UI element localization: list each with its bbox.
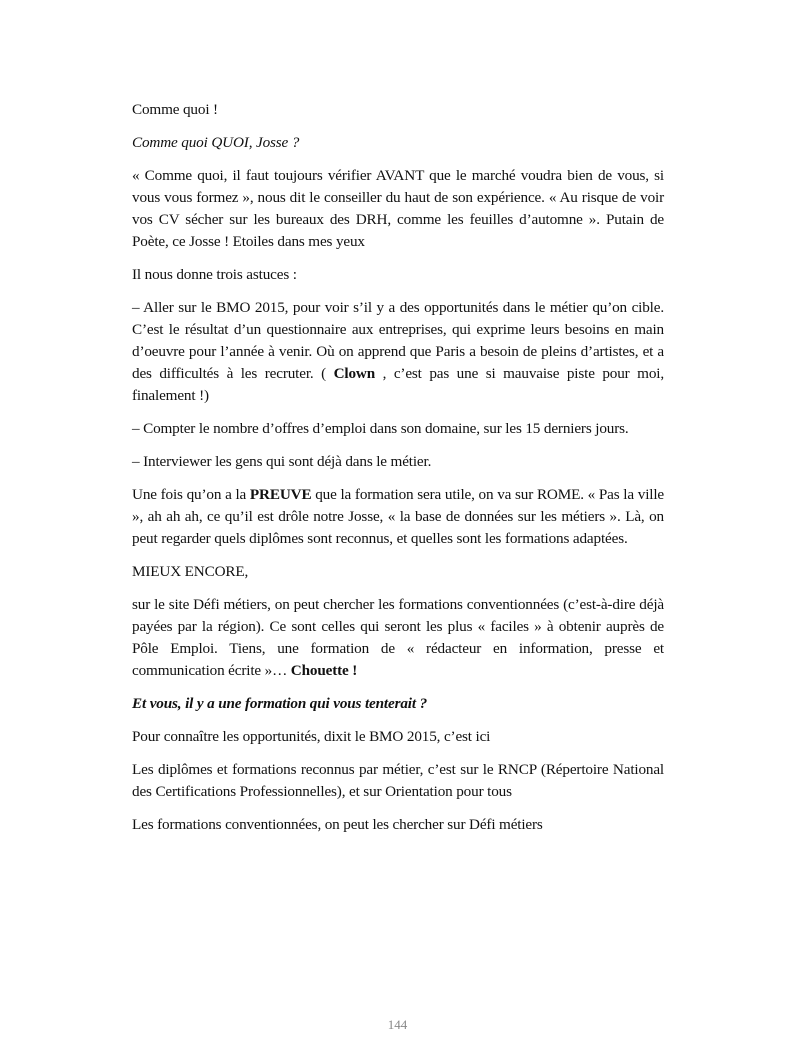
page-number: 144 [387,1017,408,1032]
clown-link[interactable]: Clown [333,365,376,382]
page-body [132,99,664,847]
chouette-link[interactable]: Chouette ! [290,662,358,679]
paragraph-astuce-interview: – Interviewer les gens qui sont déjà dans le métier. [132,453,432,470]
paragraph-question: Et vous, il y a une formation qui vous tenterait ? [132,695,428,712]
paragraph-comme-quoi-quoi: Comme quoi QUOI, Josse ? [132,134,300,151]
paragraph-astuce-bmo [132,297,664,407]
paragraph-trois-astuces: Il nous donne trois astuces : [132,266,297,283]
paragraph-rncp[interactable]: Les diplômes et formations reconnus par métier, c’est sur le RNCP (Répertoire National des Certifications Professionnelles), et sur Orientation pour tous [132,761,664,800]
preuve-emphasis: PREUVE [249,486,312,503]
paragraph-defi-metiers [132,594,664,682]
paragraph-conseiller: « Comme quoi, il faut toujours vérifier AVANT que le marché voudra bien de vous, si vous vous formez », nous dit le conseiller du haut de son expérience. « Au risque de voir vos CV sécher sur les bureaux des DRH, comme les feuilles d’automne ». Putain de Poète, ce Josse ! Etoiles dans mes yeux [132,167,664,250]
preuve-text: Une fois qu’on a la [132,486,250,503]
paragraph-astuce-offres: – Compter le nombre d’offres d’emploi dans son domaine, sur les 15 derniers jours. [132,420,629,437]
paragraph-preuve [132,484,664,550]
paragraph-formations-conventionnees[interactable]: Les formations conventionnées, on peut les chercher sur Défi métiers [132,816,543,833]
paragraph-bmo-link[interactable]: Pour connaître les opportunités, dixit le BMO 2015, c’est ici [132,728,491,745]
paragraph-comme-quoi: Comme quoi ! [132,101,218,118]
paragraph-mieux-encore: MIEUX ENCORE, [132,563,249,580]
preuve-text-end: que la formation sera utile, on va sur ROME. « Pas la ville », ah ah ah, ce qu’il est drôle notre Josse, « la base de données sur les métiers ». Là, on peut regarder quels diplômes sont reconnus, et quelles sont les formations adaptées. [132,486,664,547]
defi-metiers-text: sur le site Défi métiers, on peut chercher les formations conventionnées (c’est-à-dire déjà payées par la région). Ce sont celles qui seront les plus « faciles » à obtenir auprès de Pôle Emploi. Tiens, une formation de « rédacteur en information, presse et communication écrite »… [132,596,664,679]
astuce-bmo-text: – Aller sur le BMO 2015, pour voir s’il y a des opportunités dans le métier qu’on cible. C’est le résultat d’un questionnaire aux entreprises, qui exprime leurs besoins en main d’oeuvre pour l’année à venir. Où on apprend que Paris a besoin de pleins d’artistes, et a des difficultés à les recruter. ( [132,299,664,382]
astuce-bmo-text-end: , c’est pas une si mauvaise piste pour moi, finalement !) [132,365,664,404]
